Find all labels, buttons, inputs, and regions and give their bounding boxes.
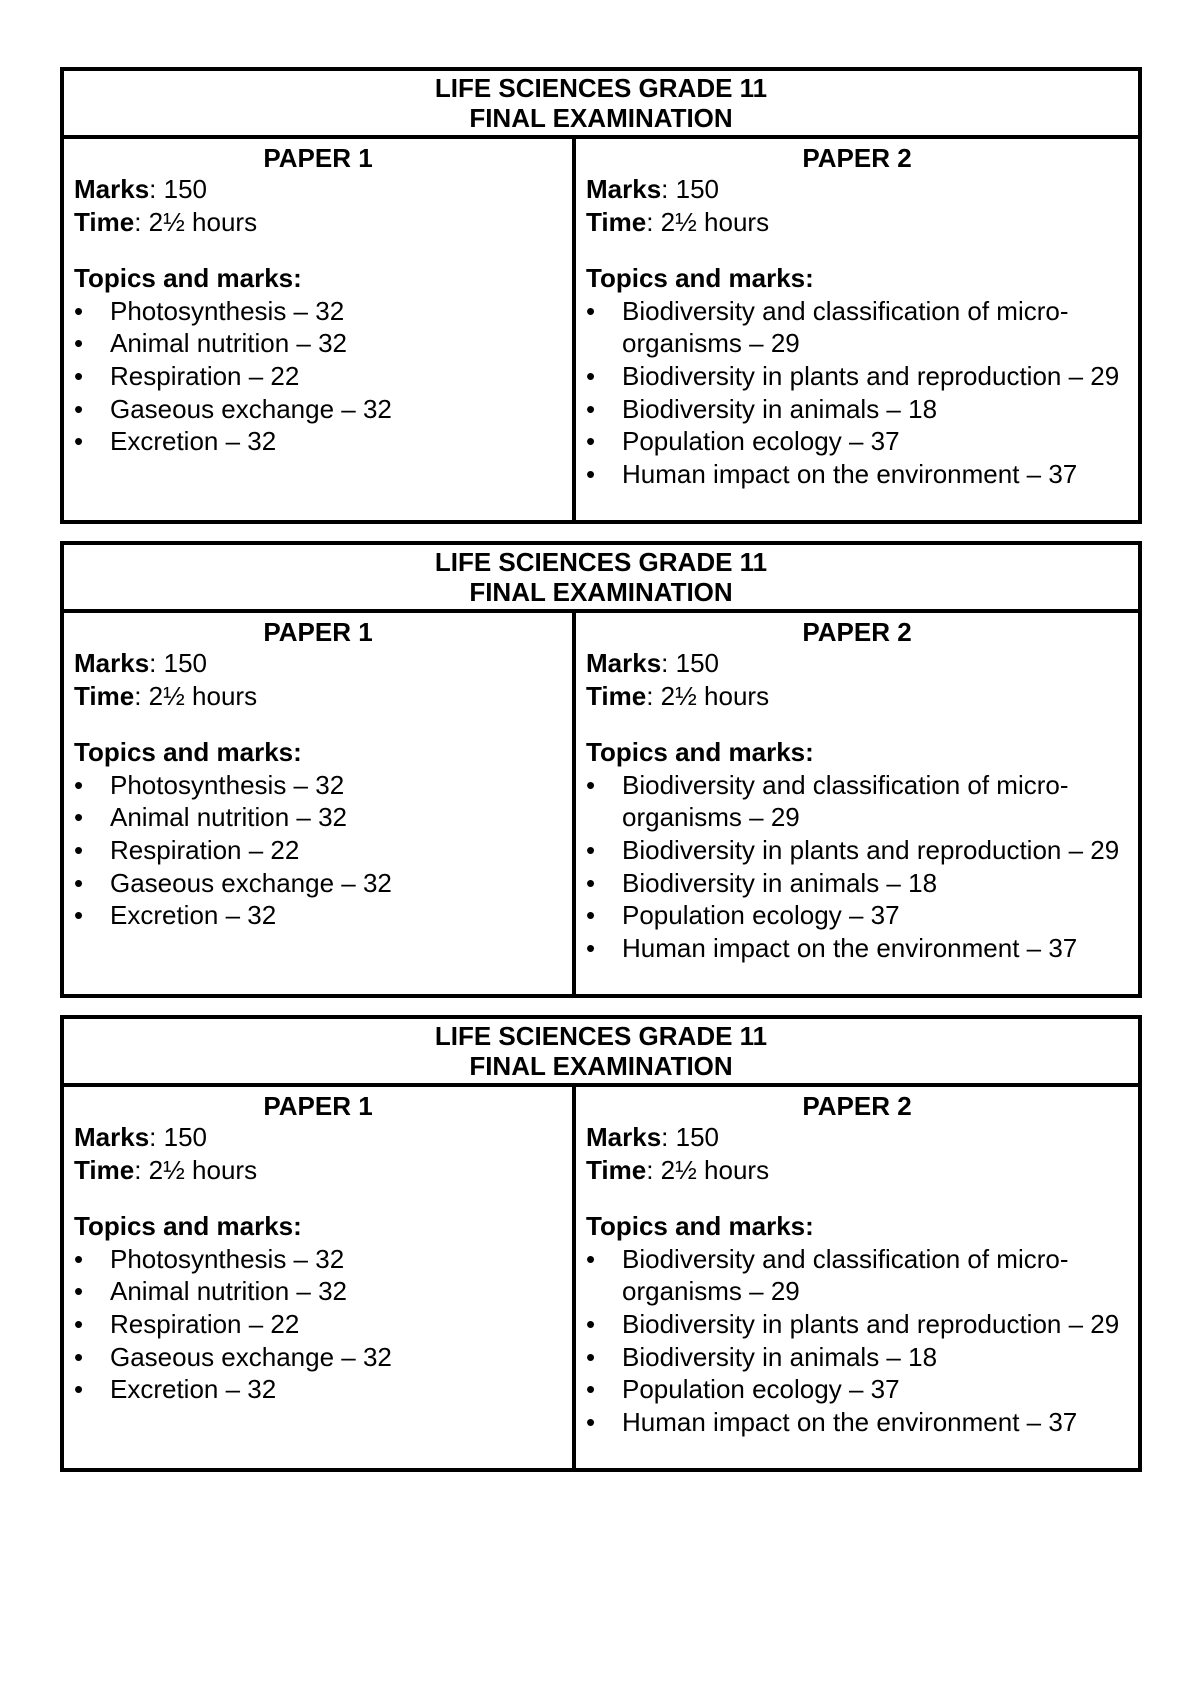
topic-item bbox=[586, 1243, 1128, 1308]
paper-2-column bbox=[576, 139, 1138, 520]
topic-item bbox=[74, 295, 562, 328]
topic-text: Excretion – 32 bbox=[110, 1374, 277, 1405]
topic-text: Gaseous exchange – 32 bbox=[110, 867, 392, 898]
time-value: : 2½ hours bbox=[134, 1154, 258, 1185]
bullet-icon: • bbox=[586, 360, 596, 391]
topic-item bbox=[586, 393, 1128, 426]
topics-list bbox=[74, 1243, 562, 1406]
topic-text: Animal nutrition – 32 bbox=[110, 328, 348, 359]
topic-text: Biodiversity in animals – 18 bbox=[622, 867, 938, 898]
topic-text: Respiration – 22 bbox=[110, 360, 300, 391]
marks-value: : 150 bbox=[661, 174, 719, 204]
topic-text: Biodiversity in animals – 18 bbox=[622, 393, 938, 424]
exam-info-card bbox=[60, 541, 1142, 998]
topic-text: Biodiversity in animals – 18 bbox=[622, 1341, 938, 1372]
topic-text: Excretion – 32 bbox=[110, 900, 277, 931]
time-label: Time bbox=[586, 680, 647, 711]
bullet-icon: • bbox=[586, 867, 596, 898]
topics-list bbox=[74, 295, 562, 458]
topics-heading: Topics and marks: bbox=[74, 263, 302, 294]
bullet-icon: • bbox=[74, 393, 84, 424]
paper-title: PAPER 1 bbox=[263, 617, 373, 647]
exam-info-card bbox=[60, 1015, 1142, 1472]
topic-item bbox=[586, 1373, 1128, 1406]
topic-text: Photosynthesis – 32 bbox=[110, 295, 345, 326]
time-row bbox=[586, 680, 1128, 713]
bullet-icon: • bbox=[586, 1341, 596, 1372]
bullet-icon: • bbox=[74, 360, 84, 391]
topic-text: Human impact on the environment – 37 bbox=[622, 458, 1078, 489]
topic-text: Biodiversity in plants and reproduction – 29 bbox=[622, 360, 1120, 391]
topic-text: Animal nutrition – 32 bbox=[110, 802, 348, 833]
topic-text: Population ecology – 37 bbox=[622, 426, 900, 457]
bullet-icon: • bbox=[586, 393, 596, 424]
topic-text: Respiration – 22 bbox=[110, 834, 300, 865]
exam-title: FINAL EXAMINATION bbox=[469, 103, 733, 133]
time-row bbox=[74, 206, 562, 239]
topic-item bbox=[74, 834, 562, 867]
topic-item bbox=[586, 932, 1128, 965]
bullet-icon: • bbox=[586, 1308, 596, 1339]
topic-text: Excretion – 32 bbox=[110, 426, 277, 457]
card-body bbox=[64, 613, 1138, 994]
marks-row bbox=[74, 647, 562, 680]
paper-title: PAPER 1 bbox=[263, 1091, 373, 1121]
paper-title: PAPER 2 bbox=[802, 617, 912, 647]
topic-item bbox=[74, 899, 562, 932]
topics-heading: Topics and marks: bbox=[586, 1211, 814, 1242]
topics-heading: Topics and marks: bbox=[586, 737, 814, 768]
marks-value: : 150 bbox=[149, 174, 207, 204]
bullet-icon: • bbox=[74, 834, 84, 865]
bullet-icon: • bbox=[586, 932, 596, 963]
topic-text: Biodiversity in plants and reproduction – 29 bbox=[622, 834, 1120, 865]
paper-1-column bbox=[64, 1087, 576, 1468]
topic-text: Biodiversity and classification of micro-organisms – 29 bbox=[622, 769, 1069, 833]
topic-item bbox=[74, 769, 562, 802]
bullet-icon: • bbox=[74, 1243, 84, 1274]
topics-heading: Topics and marks: bbox=[74, 737, 302, 768]
subject-title: LIFE SCIENCES GRADE 11 bbox=[434, 73, 768, 103]
paper-title: PAPER 1 bbox=[263, 143, 373, 173]
topic-item bbox=[586, 360, 1128, 393]
card-header bbox=[64, 1019, 1138, 1087]
exam-title: FINAL EXAMINATION bbox=[469, 577, 733, 607]
topic-item bbox=[74, 393, 562, 426]
bullet-icon: • bbox=[74, 1276, 84, 1307]
card-header bbox=[64, 545, 1138, 613]
subject-title: LIFE SCIENCES GRADE 11 bbox=[434, 547, 768, 577]
time-label: Time bbox=[74, 680, 135, 711]
bullet-icon: • bbox=[74, 802, 84, 833]
topic-item bbox=[586, 295, 1128, 360]
topic-text: Gaseous exchange – 32 bbox=[110, 393, 392, 424]
bullet-icon: • bbox=[74, 1341, 84, 1372]
paper-2-column bbox=[576, 613, 1138, 994]
paper-1-column bbox=[64, 613, 576, 994]
topics-list bbox=[74, 769, 562, 932]
bullet-icon: • bbox=[586, 458, 596, 489]
card-header bbox=[64, 71, 1138, 139]
topics-list bbox=[586, 1243, 1128, 1439]
time-row bbox=[586, 206, 1128, 239]
topic-text: Biodiversity in plants and reproduction – 29 bbox=[622, 1308, 1120, 1339]
topic-item bbox=[586, 1406, 1128, 1439]
bullet-icon: • bbox=[586, 1243, 596, 1274]
paper-2-column bbox=[576, 1087, 1138, 1468]
topic-item bbox=[74, 1243, 562, 1276]
marks-row bbox=[586, 1121, 1128, 1154]
topic-item bbox=[586, 867, 1128, 900]
bullet-icon: • bbox=[74, 295, 84, 326]
marks-label: Marks bbox=[586, 648, 662, 678]
time-value: : 2½ hours bbox=[646, 680, 770, 711]
topics-heading: Topics and marks: bbox=[586, 263, 814, 294]
topic-text: Human impact on the environment – 37 bbox=[622, 1406, 1078, 1437]
bullet-icon: • bbox=[74, 328, 84, 359]
topic-item bbox=[74, 801, 562, 834]
bullet-icon: • bbox=[586, 1406, 596, 1437]
subject-title: LIFE SCIENCES GRADE 11 bbox=[434, 1021, 768, 1051]
marks-value: : 150 bbox=[661, 1122, 719, 1152]
marks-value: : 150 bbox=[661, 648, 719, 678]
time-label: Time bbox=[586, 206, 647, 237]
topics-list bbox=[586, 295, 1128, 491]
time-label: Time bbox=[74, 206, 135, 237]
bullet-icon: • bbox=[74, 426, 84, 457]
paper-title: PAPER 2 bbox=[802, 143, 912, 173]
topic-item bbox=[586, 458, 1128, 491]
topic-text: Photosynthesis – 32 bbox=[110, 1243, 345, 1274]
time-value: : 2½ hours bbox=[134, 206, 258, 237]
bullet-icon: • bbox=[74, 900, 84, 931]
topic-text: Human impact on the environment – 37 bbox=[622, 932, 1078, 963]
topic-item bbox=[586, 1308, 1128, 1341]
marks-label: Marks bbox=[586, 1122, 662, 1152]
topic-item bbox=[586, 425, 1128, 458]
topic-text: Biodiversity and classification of micro-organisms – 29 bbox=[622, 1243, 1069, 1307]
topic-item bbox=[74, 1373, 562, 1406]
bullet-icon: • bbox=[74, 1308, 84, 1339]
card-body bbox=[64, 139, 1138, 520]
topic-item bbox=[586, 769, 1128, 834]
topic-item bbox=[74, 425, 562, 458]
marks-label: Marks bbox=[74, 174, 150, 204]
bullet-icon: • bbox=[586, 426, 596, 457]
topic-text: Respiration – 22 bbox=[110, 1308, 300, 1339]
paper-1-column bbox=[64, 139, 576, 520]
topic-text: Population ecology – 37 bbox=[622, 1374, 900, 1405]
topics-list bbox=[586, 769, 1128, 965]
exam-info-card bbox=[60, 67, 1142, 524]
topic-text: Animal nutrition – 32 bbox=[110, 1276, 348, 1307]
bullet-icon: • bbox=[586, 1374, 596, 1405]
time-value: : 2½ hours bbox=[646, 206, 770, 237]
marks-row bbox=[586, 647, 1128, 680]
topic-text: Population ecology – 37 bbox=[622, 900, 900, 931]
topics-heading: Topics and marks: bbox=[74, 1211, 302, 1242]
topic-item bbox=[586, 1341, 1128, 1374]
topic-item bbox=[74, 867, 562, 900]
time-label: Time bbox=[586, 1154, 647, 1185]
marks-value: : 150 bbox=[149, 1122, 207, 1152]
topic-item bbox=[74, 1275, 562, 1308]
bullet-icon: • bbox=[74, 867, 84, 898]
time-value: : 2½ hours bbox=[646, 1154, 770, 1185]
marks-label: Marks bbox=[74, 648, 150, 678]
marks-value: : 150 bbox=[149, 648, 207, 678]
bullet-icon: • bbox=[586, 834, 596, 865]
time-label: Time bbox=[74, 1154, 135, 1185]
time-row bbox=[74, 1154, 562, 1187]
topic-item bbox=[74, 327, 562, 360]
topic-text: Gaseous exchange – 32 bbox=[110, 1341, 392, 1372]
topic-item bbox=[74, 360, 562, 393]
topic-text: Photosynthesis – 32 bbox=[110, 769, 345, 800]
marks-row bbox=[586, 173, 1128, 206]
topic-text: Biodiversity and classification of micro-organisms – 29 bbox=[622, 295, 1069, 359]
topic-item bbox=[586, 834, 1128, 867]
paper-title: PAPER 2 bbox=[802, 1091, 912, 1121]
time-row bbox=[74, 680, 562, 713]
bullet-icon: • bbox=[586, 900, 596, 931]
bullet-icon: • bbox=[586, 295, 596, 326]
exam-title: FINAL EXAMINATION bbox=[469, 1051, 733, 1081]
topic-item bbox=[74, 1308, 562, 1341]
topic-item bbox=[586, 899, 1128, 932]
bullet-icon: • bbox=[74, 769, 84, 800]
card-body bbox=[64, 1087, 1138, 1468]
marks-label: Marks bbox=[586, 174, 662, 204]
time-row bbox=[586, 1154, 1128, 1187]
topic-item bbox=[74, 1341, 562, 1374]
time-value: : 2½ hours bbox=[134, 680, 258, 711]
marks-row bbox=[74, 173, 562, 206]
marks-label: Marks bbox=[74, 1122, 150, 1152]
marks-row bbox=[74, 1121, 562, 1154]
bullet-icon: • bbox=[74, 1374, 84, 1405]
bullet-icon: • bbox=[586, 769, 596, 800]
